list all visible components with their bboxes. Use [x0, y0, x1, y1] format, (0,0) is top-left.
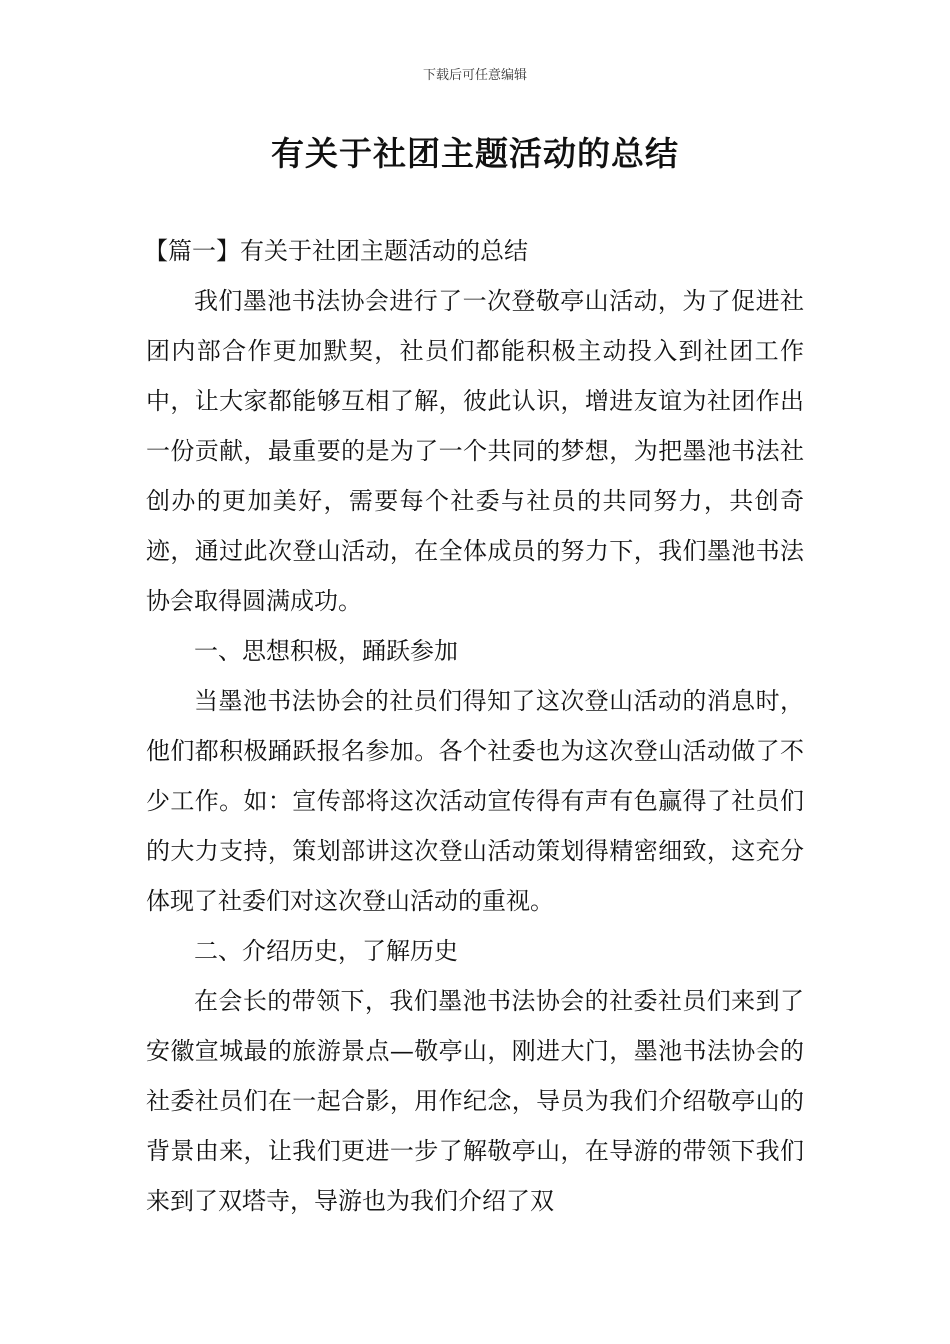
section-heading: 【篇一】有关于社团主题活动的总结: [144, 237, 528, 265]
document-title: 有关于社团主题活动的总结: [271, 134, 679, 173]
paragraph-intro: 我们墨池书法协会进行了一次登敬亭山活动，为了促进社团内部合作更加默契，社员们都能积极主动投入到社团工作中，让大家都能够互相了解，彼此认识，增进友谊为社团作出一份贡献，最重要的是为了一个共同的梦想，为把墨池书法社创办的更加美好，需要每个社委与社员的共同努力，共创奇迹，通过此次登山活动，在全体成员的努力下，我们墨池书法协会取得圆满成功。: [146, 287, 804, 615]
subheading-2: 二、介绍历史，了解历史: [194, 937, 458, 965]
subheading-1: 一、思想积极，踊跃参加: [194, 637, 458, 665]
paragraph-1: 当墨池书法协会的社员们得知了这次登山活动的消息时，他们都积极踊跃报名参加。各个社委也为这次登山活动做了不少工作。如：宣传部将这次活动宣传得有声有色赢得了社员们的大力支持，策划部讲这次登山活动策划得精密细致，这充分体现了社委们对这次登山活动的重视。: [146, 687, 804, 915]
document-body: [146, 226, 804, 1226]
header-note: 下载后可任意编辑: [422, 68, 527, 83]
paragraph-2: 在会长的带领下，我们墨池书法协会的社委社员们来到了安徽宣城最的旅游景点—敬亭山，刚进大门，墨池书法协会的社委社员们在一起合影，用作纪念，导员为我们介绍敬亭山的背景由来，让我们更进一步了解敬亭山，在导游的带领下我们来到了双塔寺，导游也为我们介绍了双: [146, 987, 804, 1215]
